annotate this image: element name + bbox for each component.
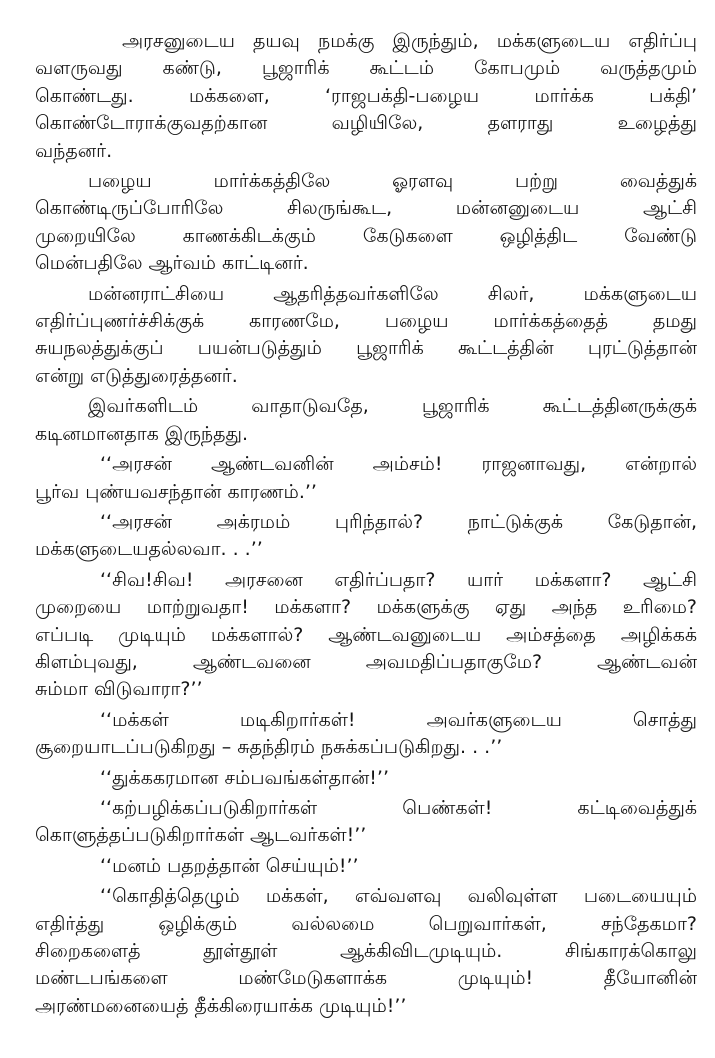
text-line: அரண்மனையைத் தீக்கிரையாக்க முடியும்!’’ (35, 994, 407, 1017)
text-line: ‘‘கொதித்தெழும் மக்கள், எவ்வளவு வலிவுள்ள படையையும் (100, 885, 697, 908)
text-line: ‘‘அரசன் ஆண்டவனின் அம்சம்! ராஜனாவது, என்றால் (100, 453, 697, 476)
text-line: கொளுத்தப்படுகிறார்கள் ஆடவர்கள்!’’ (35, 824, 367, 847)
text-line: இவர்களிடம் வாதாடுவதே, பூஜாரிக் கூட்டத்தினருக்குக் (88, 395, 697, 418)
page-body (35, 28, 697, 1023)
text-line: பூர்வ புண்யவசந்தான் காரணம்.’’ (35, 480, 317, 503)
dialogue-paragraph (35, 765, 697, 792)
text-line: வந்தனர். (35, 139, 113, 162)
text-line: மண்டபங்களை மண்மேடுகளாக்க முடியும்! தீயோனின் (35, 967, 697, 990)
text-line: வளருவது கண்டு, பூஜாரிக் கூட்டம் கோபமும் வருத்தமும் (35, 57, 697, 80)
dialogue-paragraph (35, 795, 697, 850)
paragraph (35, 393, 697, 448)
dialogue-paragraph (35, 567, 697, 704)
text-line: மக்களுடையதல்லவா. . .’’ (35, 538, 263, 561)
text-line: சிறைகளைத் தூள்தூள் ஆக்கிவிடமுடியும். சிங்காரக்கொலு (35, 940, 697, 962)
dialogue-paragraph (35, 509, 697, 564)
text-line: சும்மா விடுவாரா?’’ (35, 678, 203, 701)
text-line: அரசனுடைய தயவு நமக்கு இருந்தும், மக்களுடைய எதிர்ப்பு (122, 30, 697, 52)
text-line: சுயநலத்துக்குப் பயன்படுத்தும் பூஜாரிக் கூட்டத்தின் புரட்டுத்தான் (35, 337, 697, 360)
dialogue-paragraph (35, 707, 697, 762)
text-line: மன்னராட்சியை ஆதரித்தவர்களிலே சிலர், மக்களுடைய (88, 282, 697, 305)
dialogue-paragraph (35, 883, 697, 1020)
text-line: எதிர்த்து ஒழிக்கும் வல்லமை பெறுவார்கள், சந்தேகமா? (35, 912, 697, 935)
text-line: ‘‘துக்ககரமான சம்பவங்கள்தான்!’’ (100, 766, 390, 789)
paragraph (35, 281, 697, 391)
text-line: ‘‘மனம் பதறத்தான் செய்யும்!’’ (100, 854, 359, 877)
text-line: ‘‘கற்பழிக்கப்படுகிறார்கள் பெண்கள்! கட்டிவைத்துக் (100, 796, 697, 819)
text-line: முறையை மாற்றுவதா! மக்களா? மக்களுக்கு ஏது அந்த உரிமை? (35, 596, 697, 619)
dialogue-paragraph (35, 451, 697, 506)
paragraph (35, 28, 697, 165)
text-line: ‘‘மக்கள் மடிகிறார்கள்! அவர்களுடைய சொத்து (100, 708, 697, 731)
text-line: கொண்டது. மக்களை, ‘ராஜபக்தி-பழைய மார்க்க பக்தி’ (35, 84, 697, 107)
text-line: சூறையாடப்படுகிறது – சுதந்திரம் நசுக்கப்படுகிறது. . .’’ (35, 736, 503, 759)
text-line: கொண்டோராக்குவதற்கான வழியிலே, தளராது உழைத்து (35, 112, 697, 135)
text-line: கடினமானதாக இருந்தது. (35, 422, 249, 445)
text-line: கொண்டிருப்போரிலே சிலருங்கூட, மன்னனுடைய ஆட்சி (35, 197, 697, 220)
text-line: ‘‘அரசன் அக்ரமம் புரிந்தால்? நாட்டுக்குக் கேடுதான், (100, 510, 697, 533)
text-line: எதிர்ப்புணர்ச்சிக்குக் காரணமே, பழைய மார்க்கத்தைத் தமது (35, 310, 697, 333)
text-line: எப்படி முடியும் மக்களால்? ஆண்டவனுடைய அம்சத்தை அழிக்கக் (35, 623, 697, 646)
text-line: மென்பதிலே ஆர்வம் காட்டினர். (35, 252, 309, 275)
text-line: என்று எடுத்துரைத்தனர். (35, 364, 238, 387)
paragraph (35, 168, 697, 278)
dialogue-paragraph (35, 853, 697, 880)
text-line: முறையிலே காணக்கிடக்கும் கேடுகளை ஒழித்திட வேண்டு (35, 224, 697, 247)
text-line: பழைய மார்க்கத்திலே ஓரளவு பற்று வைத்துக் (88, 170, 697, 193)
text-line: கிளம்புவது, ஆண்டவனை அவமதிப்பதாகுமே? ஆண்டவன் (35, 650, 697, 673)
text-line: ‘‘சிவ!சிவ! அரசனை எதிர்ப்பதா? யார் மக்களா? ஆட்சி (100, 568, 697, 591)
